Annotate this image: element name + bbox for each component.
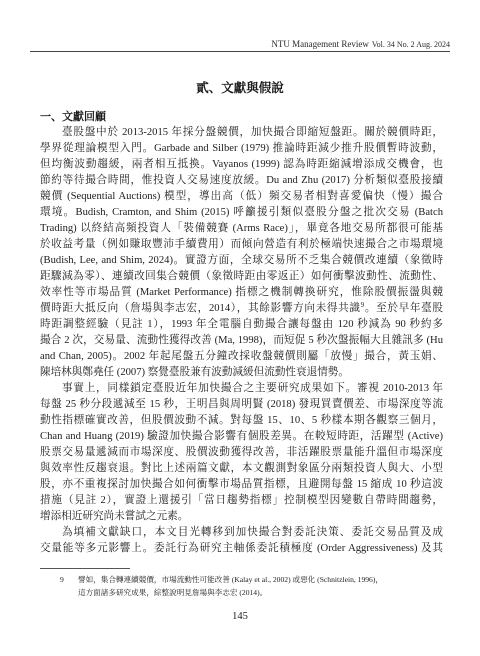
- footnote-line: 這方面諸多研究成果，綜整說明見詹場與李志宏 (2014)。: [78, 588, 268, 597]
- text-line: 學界從理論模型入門。Garbade and Silber (1979) 推論時距減少推升股價暫時波動，: [40, 143, 443, 154]
- text-line: 與效率性反趨衰退。對比上述兩篇文獻，本文觀測對象區分兩類投資人與大、小型: [40, 463, 443, 474]
- text-line: 增添相近研究尚未嘗試之元素。: [40, 511, 189, 522]
- text-line: 臺股盤中於 2013-2015 年採分盤競價，加快撮合即縮短盤距。關於競價時距，: [62, 127, 443, 138]
- paragraph: [40, 125, 443, 381]
- text-line: 動性指標確實改善，但股價波動不減。對每盤 15、10、5 秒樣本期各觀察三個月，: [40, 415, 443, 426]
- page-number: 145: [232, 611, 248, 622]
- footnote-number: 9: [60, 575, 64, 584]
- text-line: 股，亦不重複探討加快撮合如何衝擊市場品質指標，且避開每盤 15 縮成 10 秒這波: [40, 479, 443, 490]
- text-line: 為填補文獻缺口，本文目光轉移到加快撮合對委託決策、委託交易品質及成: [62, 527, 443, 538]
- text-line: and Chan, 2005)。2002 年起尾盤五分鐘改採收盤競價則屬「放慢」撮合，黃玉娟、: [40, 351, 443, 362]
- text-line: 效率性等市場品質 (Market Performance) 指標之機制轉換研究，惟除股價振盪與競: [40, 287, 443, 298]
- footnote-line: 譬如，集合轉連續競價，市場流動性可能改善 (Kalay et al., 2002) 或惡化 (Schnitzlein, 1996)，: [78, 575, 383, 584]
- text-line: 節約等待撮合時間，惟投資人交易速度放緩。Du and Zhu (2017) 分析類似臺股接續: [40, 175, 443, 186]
- subsection-heading: 一、文獻回顧: [40, 111, 106, 123]
- text-line: 環境。Budish, Cramton, and Shim (2015) 呼籲援引類似臺股分盤之批次交易 (Batch: [40, 207, 443, 218]
- footnote-ref[interactable]: 9: [360, 301, 365, 309]
- text-line: 時距調整經驗（見註 1），1993 年全電腦自動撮合讓每盤由 120 秒減為 90 秒約多: [40, 319, 443, 330]
- text-line: 交量能等多元影響上。委託行為研究主軸係委託積極度 (Order Aggressiveness) 及其: [40, 543, 443, 554]
- text-segment: 價時距大抵反向（詹場與李志宏，2014），其餘影響方向未得共識: [40, 303, 361, 314]
- text-segment: 。至於早年臺股: [364, 303, 443, 314]
- footnote: [40, 573, 443, 599]
- header-rule: [30, 51, 450, 52]
- text-line: 陳培林與鄭堯任 (2007) 察覺臺股兼有波動減緩但流動性衰退情勢。: [40, 367, 349, 378]
- body-text: [40, 125, 443, 557]
- paragraph: [40, 381, 443, 525]
- text-line: 每盤 25 秒分段遞減至 15 秒，王明昌與周明賢 (2018) 發現買賣價差、市場深度等流: [40, 399, 443, 410]
- paragraph: [40, 525, 443, 557]
- text-line: 股票交易量遞減而市場深度、股價波動獲得改善，非活躍股票量能升溫但市場深度: [40, 447, 443, 458]
- text-line: (Budish, Lee, and Shim, 2024)。實證方面，全球交易所不乏集合競價改連續（象徵時: [40, 255, 443, 266]
- text-line: 事實上，同樣鎖定臺股近年加快撮合之主要研究成果如下。審視 2010-2013 年: [62, 383, 443, 394]
- text-line: Chan and Huang (2019) 驗證加快撮合影響有個股差異。在較短時距，活躍型 (Active): [40, 431, 443, 442]
- text-line: 競價 (Sequential Auctions) 模型，導出高（低）頻交易者相對喜愛偏快（慢）撮合: [40, 191, 443, 202]
- footnote-rule: [40, 568, 130, 569]
- text-line: 撮合 2 次，交易量、流動性獲得改善 (Ma, 1998)，而短促 5 秒次盤振幅大且雜訊多 (Hu: [40, 335, 443, 346]
- text-line: 於收益考量（例如賺取豐沛手續費用）而傾向營造有利於極端快速撮合之市場環境: [40, 239, 443, 250]
- journal-name: NTU Management Review: [271, 39, 369, 49]
- text-line: [40, 301, 443, 317]
- section-heading: 貳、文獻與假說: [196, 81, 284, 95]
- text-line: 距驟減為零）、連續改回集合競價（象徵時距由零返正）如何衝擊波動性、流動性、: [40, 271, 443, 282]
- text-line: 措施（見註 2），實證上還援引「當日趨勢指標」控制模型因變數自帶時間趨勢，: [40, 495, 443, 506]
- text-line: Trading) 以終結高頻投資人「裝備競賽 (Arms Race)」，畢竟各地交易所都很可能基: [40, 223, 443, 234]
- text-line: 但均衡波動趨緩，兩者相互抵換。Vayanos (1999) 認為時距縮減增添成交機會，也: [40, 159, 443, 170]
- running-header: [271, 37, 450, 51]
- issue-info: Vol. 34 No. 2 Aug. 2024: [371, 40, 450, 49]
